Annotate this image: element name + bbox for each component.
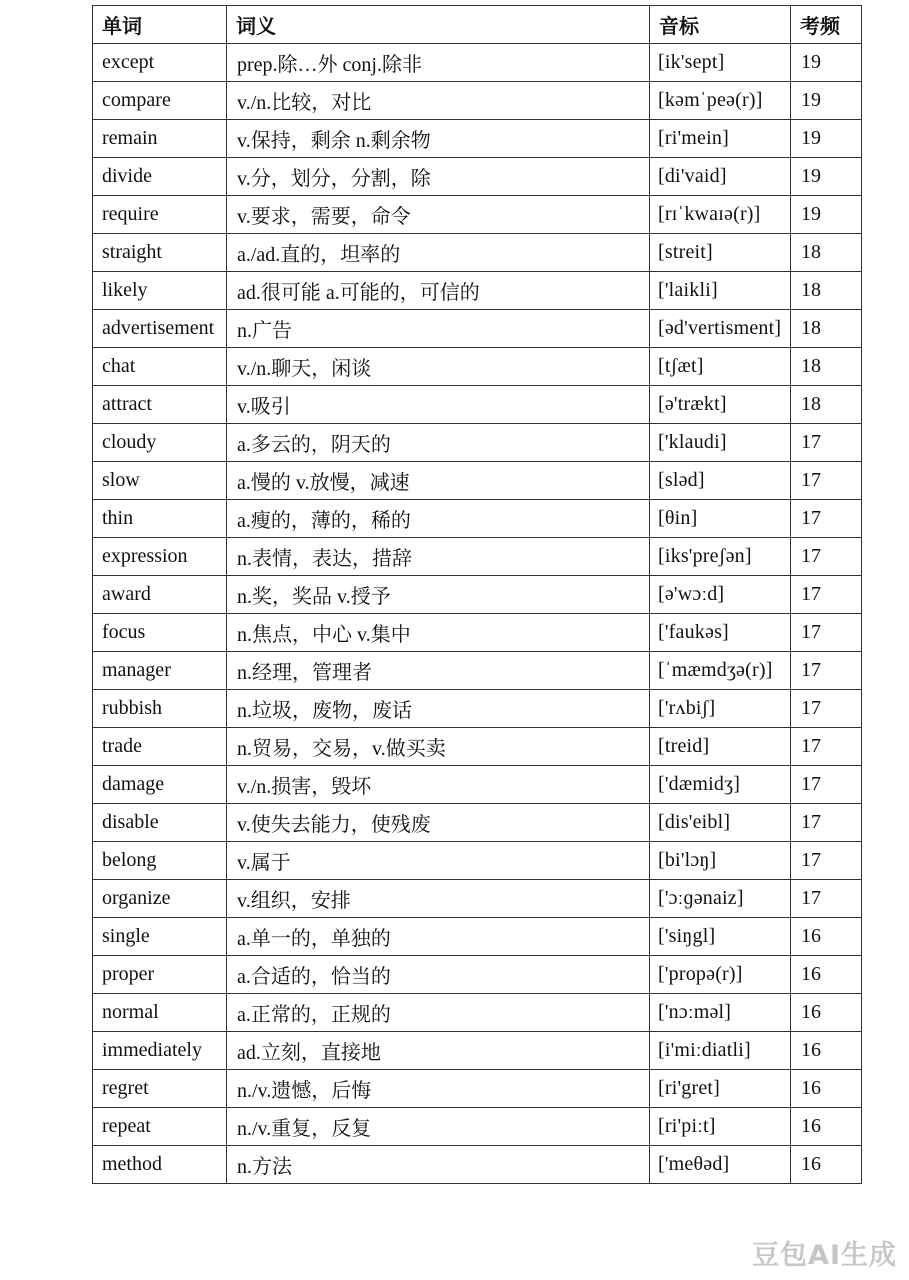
cell-word: straight — [93, 234, 227, 272]
cell-word: remain — [93, 120, 227, 158]
cell-frequency: 19 — [791, 196, 862, 234]
cell-word: focus — [93, 614, 227, 652]
cell-frequency: 18 — [791, 272, 862, 310]
table-row — [93, 1108, 862, 1146]
cell-phonetic: [treid] — [650, 728, 791, 766]
cell-phonetic: [i'miːdiatli] — [650, 1032, 791, 1070]
cell-frequency: 19 — [791, 82, 862, 120]
cell-phonetic: [iks'preʃən] — [650, 538, 791, 576]
cell-frequency: 17 — [791, 766, 862, 804]
cell-frequency: 17 — [791, 500, 862, 538]
cell-word: proper — [93, 956, 227, 994]
cell-frequency: 18 — [791, 348, 862, 386]
cell-word: single — [93, 918, 227, 956]
table-row — [93, 158, 862, 196]
cell-word: damage — [93, 766, 227, 804]
cell-word: regret — [93, 1070, 227, 1108]
table-row — [93, 576, 862, 614]
cell-phonetic: ['laikli] — [650, 272, 791, 310]
cell-frequency: 17 — [791, 652, 862, 690]
cell-meaning: n.奖，奖品 v.授予 — [227, 576, 650, 614]
table-row — [93, 538, 862, 576]
table-row — [93, 424, 862, 462]
cell-frequency: 17 — [791, 804, 862, 842]
cell-meaning: v.使失去能力，使残废 — [227, 804, 650, 842]
cell-word: organize — [93, 880, 227, 918]
cell-word: method — [93, 1146, 227, 1184]
cell-frequency: 17 — [791, 728, 862, 766]
header-frequency: 考频 — [791, 6, 862, 44]
cell-meaning: n.经理，管理者 — [227, 652, 650, 690]
table-body — [93, 44, 862, 1184]
cell-frequency: 16 — [791, 956, 862, 994]
cell-word: attract — [93, 386, 227, 424]
cell-word: normal — [93, 994, 227, 1032]
cell-frequency: 16 — [791, 994, 862, 1032]
cell-frequency: 16 — [791, 918, 862, 956]
cell-word: cloudy — [93, 424, 227, 462]
cell-word: chat — [93, 348, 227, 386]
table-row — [93, 880, 862, 918]
cell-meaning: a.合适的，恰当的 — [227, 956, 650, 994]
cell-phonetic: [ri'mein] — [650, 120, 791, 158]
cell-phonetic: ['klaudi] — [650, 424, 791, 462]
cell-frequency: 17 — [791, 880, 862, 918]
cell-phonetic: ['ɔːɡənaiz] — [650, 880, 791, 918]
header-phonetic: 音标 — [650, 6, 791, 44]
cell-meaning: n.广告 — [227, 310, 650, 348]
cell-phonetic: [streit] — [650, 234, 791, 272]
table-header-row — [93, 6, 862, 44]
table-row — [93, 766, 862, 804]
table-row — [93, 196, 862, 234]
cell-phonetic: [θin] — [650, 500, 791, 538]
cell-phonetic: ['meθəd] — [650, 1146, 791, 1184]
table-row — [93, 348, 862, 386]
cell-word: divide — [93, 158, 227, 196]
cell-phonetic: ['propə(r)] — [650, 956, 791, 994]
cell-meaning: a.单一的，单独的 — [227, 918, 650, 956]
cell-meaning: n.表情，表达，措辞 — [227, 538, 650, 576]
cell-phonetic: ['faukəs] — [650, 614, 791, 652]
cell-word: award — [93, 576, 227, 614]
cell-frequency: 17 — [791, 424, 862, 462]
cell-phonetic: ['rʌbiʃ] — [650, 690, 791, 728]
cell-meaning: v.保持，剩余 n.剩余物 — [227, 120, 650, 158]
table-row — [93, 386, 862, 424]
cell-meaning: n.贸易，交易，v.做买卖 — [227, 728, 650, 766]
cell-word: disable — [93, 804, 227, 842]
cell-word: thin — [93, 500, 227, 538]
cell-meaning: v./n.损害，毁坏 — [227, 766, 650, 804]
cell-meaning: n.焦点，中心 v.集中 — [227, 614, 650, 652]
table-row — [93, 1070, 862, 1108]
cell-frequency: 17 — [791, 538, 862, 576]
cell-phonetic: [ə'wɔːd] — [650, 576, 791, 614]
table-row — [93, 956, 862, 994]
table-row — [93, 462, 862, 500]
cell-phonetic: [rɪˈkwaɪə(r)] — [650, 196, 791, 234]
cell-word: slow — [93, 462, 227, 500]
table-row — [93, 120, 862, 158]
cell-phonetic: [bi'lɔŋ] — [650, 842, 791, 880]
cell-frequency: 19 — [791, 44, 862, 82]
cell-frequency: 16 — [791, 1108, 862, 1146]
cell-meaning: a.多云的，阴天的 — [227, 424, 650, 462]
cell-word: require — [93, 196, 227, 234]
watermark: 豆包AI生成 — [752, 1240, 897, 1271]
header-meaning: 词义 — [227, 6, 650, 44]
cell-meaning: a./ad.直的，坦率的 — [227, 234, 650, 272]
table-row — [93, 1032, 862, 1070]
cell-meaning: a.正常的，正规的 — [227, 994, 650, 1032]
cell-frequency: 19 — [791, 120, 862, 158]
cell-meaning: ad.立刻，直接地 — [227, 1032, 650, 1070]
table-row — [93, 310, 862, 348]
cell-frequency: 16 — [791, 1032, 862, 1070]
cell-meaning: v./n.聊天，闲谈 — [227, 348, 650, 386]
cell-meaning: n.垃圾，废物，废话 — [227, 690, 650, 728]
cell-meaning: n./v.重复，反复 — [227, 1108, 650, 1146]
cell-frequency: 17 — [791, 614, 862, 652]
cell-frequency: 18 — [791, 310, 862, 348]
cell-phonetic: ['siŋgl] — [650, 918, 791, 956]
cell-phonetic: [sləd] — [650, 462, 791, 500]
table-row — [93, 728, 862, 766]
cell-word: belong — [93, 842, 227, 880]
cell-meaning: v.吸引 — [227, 386, 650, 424]
cell-meaning: prep.除…外 conj.除非 — [227, 44, 650, 82]
cell-meaning: n./v.遗憾，后悔 — [227, 1070, 650, 1108]
cell-meaning: a.慢的 v.放慢，减速 — [227, 462, 650, 500]
cell-word: likely — [93, 272, 227, 310]
cell-word: except — [93, 44, 227, 82]
cell-word: trade — [93, 728, 227, 766]
cell-phonetic: [ə'trækt] — [650, 386, 791, 424]
cell-word: expression — [93, 538, 227, 576]
table-row — [93, 804, 862, 842]
cell-word: compare — [93, 82, 227, 120]
table-row — [93, 500, 862, 538]
cell-frequency: 17 — [791, 690, 862, 728]
cell-frequency: 19 — [791, 158, 862, 196]
header-word: 单词 — [93, 6, 227, 44]
cell-phonetic: ['dæmidʒ] — [650, 766, 791, 804]
cell-frequency: 18 — [791, 234, 862, 272]
cell-meaning: v.组织，安排 — [227, 880, 650, 918]
cell-frequency: 16 — [791, 1146, 862, 1184]
cell-phonetic: [ri'piːt] — [650, 1108, 791, 1146]
cell-phonetic: [ik'sept] — [650, 44, 791, 82]
cell-word: rubbish — [93, 690, 227, 728]
cell-frequency: 18 — [791, 386, 862, 424]
cell-phonetic: [ri'gret] — [650, 1070, 791, 1108]
cell-word: manager — [93, 652, 227, 690]
table-row — [93, 842, 862, 880]
cell-meaning: n.方法 — [227, 1146, 650, 1184]
cell-phonetic: ['nɔːməl] — [650, 994, 791, 1032]
cell-phonetic: [əd'vertisment] — [650, 310, 791, 348]
cell-meaning: v./n.比较，对比 — [227, 82, 650, 120]
cell-frequency: 17 — [791, 842, 862, 880]
cell-phonetic: [dis'eibl] — [650, 804, 791, 842]
cell-meaning: v.要求，需要，命令 — [227, 196, 650, 234]
cell-frequency: 17 — [791, 462, 862, 500]
cell-meaning: ad.很可能 a.可能的，可信的 — [227, 272, 650, 310]
cell-meaning: a.瘦的，薄的，稀的 — [227, 500, 650, 538]
table-row — [93, 994, 862, 1032]
vocabulary-table — [92, 5, 862, 1184]
cell-meaning: v.属于 — [227, 842, 650, 880]
table-row — [93, 234, 862, 272]
cell-frequency: 17 — [791, 576, 862, 614]
cell-phonetic: [kəmˈpeə(r)] — [650, 82, 791, 120]
cell-meaning: v.分，划分，分割，除 — [227, 158, 650, 196]
cell-frequency: 16 — [791, 1070, 862, 1108]
table-row — [93, 614, 862, 652]
cell-phonetic: [di'vaid] — [650, 158, 791, 196]
table-row — [93, 918, 862, 956]
table-row — [93, 82, 862, 120]
table-row — [93, 1146, 862, 1184]
cell-phonetic: [tʃæt] — [650, 348, 791, 386]
table-row — [93, 44, 862, 82]
cell-word: immediately — [93, 1032, 227, 1070]
cell-word: repeat — [93, 1108, 227, 1146]
table-row — [93, 652, 862, 690]
table-row — [93, 690, 862, 728]
cell-phonetic: [ˈmæmdʒə(r)] — [650, 652, 791, 690]
table-row — [93, 272, 862, 310]
cell-word: advertisement — [93, 310, 227, 348]
